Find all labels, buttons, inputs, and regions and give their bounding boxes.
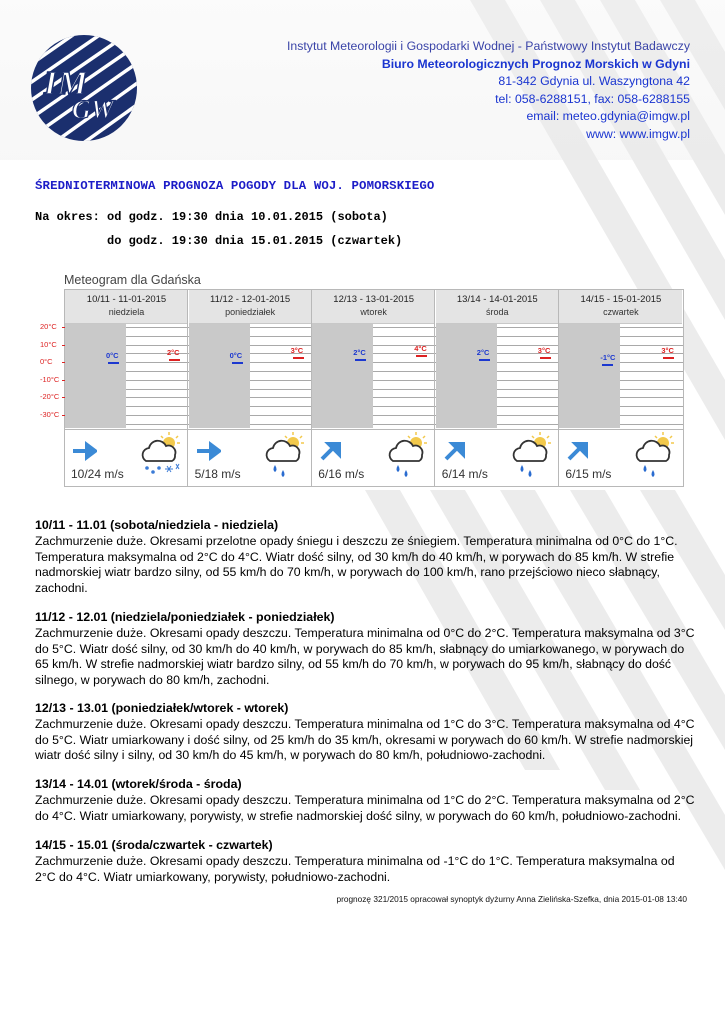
- wind-speed-label: 6/15 m/s: [565, 467, 612, 481]
- wind-speed-label: 6/16 m/s: [318, 467, 365, 481]
- temp-max-mark: [663, 357, 674, 359]
- temp-max-label: 2°C: [167, 347, 180, 357]
- day-name: czwartek: [603, 307, 639, 317]
- temp-min-label: 0°C: [229, 351, 243, 360]
- temp-min-label: 2°C: [353, 347, 366, 357]
- forecast-heading: 13/14 - 14.01 (wtorek/środa - środa): [35, 777, 242, 791]
- night-shade: [189, 324, 250, 428]
- forecast-heading: 12/13 - 13.01 (poniedziałek/wtorek - wtorek): [35, 701, 289, 715]
- institute-name: Instytut Meteorologii i Gospodarki Wodnej - Państwowy Instytut Badawczy: [286, 39, 690, 53]
- temp-min-label: 2°C: [476, 347, 490, 357]
- day-header: [189, 290, 312, 324]
- day-column: [312, 290, 435, 486]
- temp-min-mark: [355, 359, 366, 361]
- forecast-day-5: [35, 838, 695, 885]
- temp-max-mark: [416, 355, 427, 357]
- day-name: środa: [486, 307, 509, 317]
- night-shade: [65, 324, 126, 428]
- temp-min-label: -1°C: [600, 352, 616, 362]
- wind-row-divider: [65, 429, 683, 430]
- day-range: 13/14 - 14-01-2015: [456, 294, 538, 305]
- wind-arrow-icon: [442, 440, 468, 462]
- temp-max-label: 4°C: [414, 344, 427, 353]
- period-to: do godz. 19:30 dnia 15.01.2015 (czwartek): [107, 234, 403, 248]
- email[interactable]: email: meteo.gdynia@imgw.pl: [526, 109, 690, 123]
- axis-label: -20°C: [40, 392, 60, 401]
- forecast-day-3: [35, 701, 695, 764]
- website[interactable]: www: www.imgw.pl: [586, 126, 690, 141]
- day-column: [65, 290, 188, 486]
- day-range: 10/11 - 11-01-2015: [86, 294, 167, 305]
- address: 81-342 Gdynia ul. Waszyngtona 42: [498, 74, 690, 88]
- temp-max-mark: [293, 357, 304, 359]
- wind-arrow-icon: [71, 440, 97, 462]
- day-range: 12/13 - 13-01-2015: [333, 294, 415, 305]
- forecast-day-4: [35, 777, 695, 824]
- wind-arrow-icon: [318, 440, 344, 462]
- forecast-heading: 14/15 - 15.01 (środa/czwartek - czwartek): [35, 838, 273, 852]
- day-name: wtorek: [360, 307, 387, 317]
- page-title: ŚREDNIOTERMINOWA PROGNOZA POGODY DLA WOJ. POMORSKIEGO: [35, 179, 435, 193]
- cloud-rain-icon: [508, 431, 554, 477]
- period-from: Na okres: od godz. 19:30 dnia 10.01.2015 (sobota): [35, 210, 388, 224]
- temp-max-mark: [540, 357, 551, 359]
- axis-label: 10°C: [40, 339, 57, 349]
- cloud-rain-icon: [384, 431, 430, 477]
- forecast-text: Zachmurzenie duże. Okresami opady deszczu. Temperatura minimalna od -1°C do 1°C. Temperatura maksymalna od 2°C do 4°C. Wiatr umiarkowany, porywisty, południowo-zachodni.: [35, 853, 675, 884]
- day-header: [65, 290, 188, 324]
- axis-label: -10°C: [40, 374, 60, 384]
- temp-min-label: 0°C: [106, 351, 119, 360]
- logo-text-bottom: GW: [72, 95, 114, 124]
- day-range: 14/15 - 15-01-2015: [580, 294, 662, 305]
- axis-label: 20°C: [40, 322, 57, 331]
- temp-max-label: 3°C: [537, 345, 551, 355]
- forecast-heading: 10/11 - 11.01 (sobota/niedziela - niedziela): [35, 518, 279, 532]
- day-name: niedziela: [108, 307, 145, 317]
- day-column: [559, 290, 682, 486]
- forecast-text: Zachmurzenie duże. Okresami opady deszczu. Temperatura minimalna od 0°C do 2°C. Temperatura maksymalna od 3°C do 5°C. Wiatr dość silny, od 30 km/h do 40 km/h, w porywach do 85 km/h, słabnący do umiarkowanego, w porywach do 65 km/h. W strefie nadmorskiej wiatr bardzo silny, od 55 km/h do 70 km/h, w porywach do 95 km/h, słabnący do dość silnego, w porywach do 80 km/h, zachodni.: [35, 625, 695, 688]
- forecast-day-2: [35, 610, 695, 689]
- meteogram-title: Meteogram dla Gdańska: [64, 273, 201, 287]
- wind-arrow-icon: [565, 440, 591, 462]
- forecast-heading: 11/12 - 12.01 (niedziela/poniedziałek - poniedziałek): [35, 610, 335, 624]
- meteogram-grid: [40, 289, 684, 487]
- cloud-snow-rain-icon: [137, 431, 183, 477]
- night-shade: [312, 324, 373, 428]
- forecast-day-1: [35, 518, 695, 597]
- axis-label: 0°C: [40, 357, 53, 366]
- night-shade: [436, 324, 497, 428]
- cloud-rain-icon: [261, 431, 307, 477]
- day-header: [436, 290, 559, 324]
- day-name: poniedziałek: [225, 307, 276, 317]
- wind-speed-label: 6/14 m/s: [441, 467, 488, 481]
- night-shade: [559, 324, 620, 428]
- day-header: [559, 290, 682, 324]
- cloud-rain-icon: [631, 431, 677, 477]
- wind-speed-label: 10/24 m/s: [71, 467, 124, 481]
- imgw-logo: [30, 34, 138, 142]
- day-column: [189, 290, 312, 486]
- temp-max-label: 3°C: [661, 345, 674, 355]
- forecast-text: Zachmurzenie duże. Okresami przelotne opady śniegu i deszczu ze śniegiem. Temperatura minimalna od 0°C do 1°C. Temperatura maksymalna od 2°C do 4°C. Wiatr dość silny, od 30 km/h do 40 km/h, w porywach do 85 km/h. W strefie nadmorskiej wiatr bardzo silny, od 55 km/h do 70 km/h, w porywach do 100 km/h, rano przejściowo nieco słabnący, zachodni.: [35, 533, 678, 596]
- temp-min-mark: [108, 362, 119, 364]
- temp-min-mark: [479, 359, 490, 361]
- logo-text-top: IM: [44, 65, 88, 102]
- axis-label: -30°C: [40, 409, 60, 419]
- day-range: 11/12 - 12-01-2015: [210, 294, 291, 305]
- forecast-text: Zachmurzenie duże. Okresami opady deszczu. Temperatura minimalna od 1°C do 3°C. Temperatura maksymalna od 4°C do 5°C. Wiatr umiarkowany i dość silny, od 25 km/h do 35 km/h, okresami w porywach do 60 km/h. W strefie nadmorskiej wiatr dość silny i silny, od 30 km/h do 45 km/h, w porywach do 80 km/h, południowo-zachodni.: [35, 716, 695, 763]
- temp-max-label: 3°C: [290, 345, 304, 355]
- institute-header: [287, 38, 690, 143]
- wind-speed-label: 5/18 m/s: [194, 467, 241, 481]
- temp-max-mark: [169, 359, 180, 361]
- phone-fax: tel: 058-6288151, fax: 058-6288155: [495, 91, 690, 106]
- office-name: Biuro Meteorologicznych Prognoz Morskich w Gdyni: [381, 56, 690, 71]
- forecast-text: Zachmurzenie duże. Okresami opady deszczu. Temperatura minimalna od 1°C do 2°C. Temperatura maksymalna od 2°C do 4°C. Wiatr umiarkowany, porywisty, w strefie nadmorskiej dość silny, w porywach do 60 km/h, południowo-zachodni.: [35, 792, 695, 823]
- temp-min-mark: [602, 364, 613, 366]
- meteogram: [40, 268, 688, 490]
- temp-min-mark: [232, 362, 243, 364]
- footer-note: prognozę 321/2015 opracował synoptyk dyżurny Anna Zielińska-Szefka, dnia 2015-01-08 13:40: [336, 894, 687, 904]
- day-column: [436, 290, 559, 486]
- day-header: [312, 290, 435, 324]
- wind-arrow-icon: [195, 440, 221, 462]
